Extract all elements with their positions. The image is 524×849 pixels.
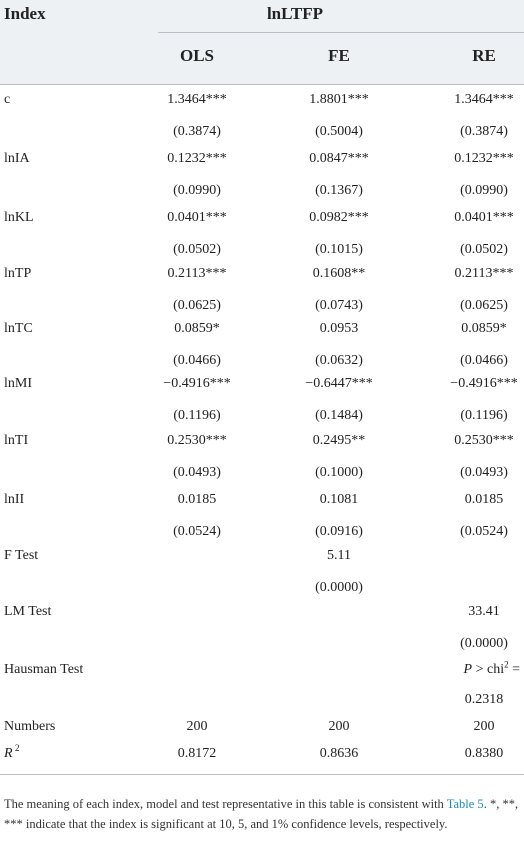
cell-re: 0.0401***	[454, 210, 514, 225]
cell-re: (0.0990)	[460, 183, 508, 198]
cell-ols: −0.4916***	[163, 376, 231, 391]
cell-re: (0.0466)	[460, 353, 508, 368]
row-label: Hausman Test	[4, 662, 84, 677]
table-footnote: The meaning of each index, model and test representative in this table is consistent with Table 5. *, **, *** indicate that the index is significant at 10, 5, and 1% confidence levels, respectively.	[4, 797, 519, 831]
cell-fe: (0.5004)	[315, 124, 363, 139]
cell-re: 0.1232***	[454, 151, 514, 166]
group-underline	[158, 32, 524, 33]
row-label: lnTP	[4, 266, 32, 281]
cell-fe: 0.2495**	[312, 433, 366, 448]
cell-fe: 0.0953	[319, 321, 359, 336]
cell-ols: 0.0185	[177, 492, 217, 507]
cell-re: (0.3874)	[460, 124, 508, 139]
hausman-statistic: P > chi$^2$ =	[463, 659, 520, 677]
header-index: Index	[4, 4, 46, 23]
row-label: c	[4, 92, 11, 107]
cell-ols: (0.0502)	[173, 242, 221, 257]
cell-re: 0.2530***	[454, 433, 514, 448]
header-fe: FE	[328, 46, 350, 65]
cell-re: 1.3464***	[454, 92, 514, 107]
cell-re: 0.0859*	[461, 321, 507, 336]
cell-re: 0.8380	[464, 746, 504, 761]
header-re: RE	[472, 46, 496, 65]
cell-fe: 5.11	[327, 548, 351, 563]
cell-re: 0.2113***	[454, 266, 514, 281]
cell-fe: −0.6447***	[305, 376, 373, 391]
table-header	[0, 0, 524, 84]
cell-ols: (0.3874)	[173, 124, 221, 139]
cell-fe: (0.1000)	[315, 465, 363, 480]
cell-fe: (0.0743)	[315, 298, 363, 313]
cell-ols: 0.1232***	[167, 151, 227, 166]
cell-fe: 0.0982***	[309, 210, 369, 225]
cell-re: (0.0000)	[460, 636, 508, 651]
cell-fe: 1.8801***	[309, 92, 369, 107]
cell-re: 200	[473, 719, 495, 734]
cell-ols: (0.1196)	[173, 408, 221, 423]
cell-re: −0.4916***	[450, 376, 518, 391]
cell-re: (0.0493)	[460, 465, 508, 480]
table-5-link[interactable]: Table 5	[446, 797, 484, 811]
row-label: lnKL	[4, 210, 34, 225]
cell-fe: 0.8636	[319, 746, 359, 761]
cell-fe: (0.0632)	[315, 353, 363, 368]
cell-fe: 0.1608**	[312, 266, 366, 281]
cell-fe: 200	[328, 719, 350, 734]
cell-re: 0.0185	[464, 492, 504, 507]
row-label: lnIA	[4, 151, 30, 166]
row-label: lnTI	[4, 433, 29, 448]
cell-fe: (0.1015)	[315, 242, 363, 257]
cell-fe: (0.1484)	[315, 408, 363, 423]
row-label: F Test	[4, 548, 39, 563]
cell-re: (0.0524)	[460, 524, 508, 539]
row-label: lnMI	[4, 376, 32, 391]
cell-ols: 0.0859*	[174, 321, 220, 336]
cell-fe: (0.0000)	[315, 580, 363, 595]
cell-fe: (0.0916)	[315, 524, 363, 539]
cell-ols: 0.8172	[177, 746, 217, 761]
cell-ols: 0.0401***	[167, 210, 227, 225]
row-label: lnTC	[4, 321, 33, 336]
cell-re: (0.0625)	[460, 298, 508, 313]
cell-ols: (0.0524)	[173, 524, 221, 539]
cell-re: 0.2318	[464, 692, 504, 707]
cell-ols: 200	[186, 719, 208, 734]
cell-ols: (0.0466)	[173, 353, 221, 368]
header-rule	[0, 84, 524, 85]
cell-ols: 1.3464***	[167, 92, 227, 107]
cell-ols: 0.2530***	[167, 433, 227, 448]
cell-ols: (0.0493)	[173, 465, 221, 480]
cell-fe: (0.1367)	[315, 183, 363, 198]
cell-re: 33.41	[468, 604, 500, 619]
header-group: lnLTFP	[266, 4, 324, 23]
cell-ols: (0.0625)	[173, 298, 221, 313]
cell-ols: 0.2113***	[167, 266, 227, 281]
cell-fe: 0.0847***	[309, 151, 369, 166]
row-label: lnII	[4, 492, 25, 507]
row-label: Numbers	[4, 719, 56, 734]
cell-fe: 0.1081	[319, 492, 359, 507]
header-ols: OLS	[179, 46, 215, 65]
cell-re: (0.1196)	[460, 408, 508, 423]
cell-ols: (0.0990)	[173, 183, 221, 198]
footer-rule	[0, 774, 524, 775]
row-label: R	[4, 746, 13, 761]
cell-re: (0.0502)	[460, 242, 508, 257]
row-label: LM Test	[4, 604, 52, 619]
